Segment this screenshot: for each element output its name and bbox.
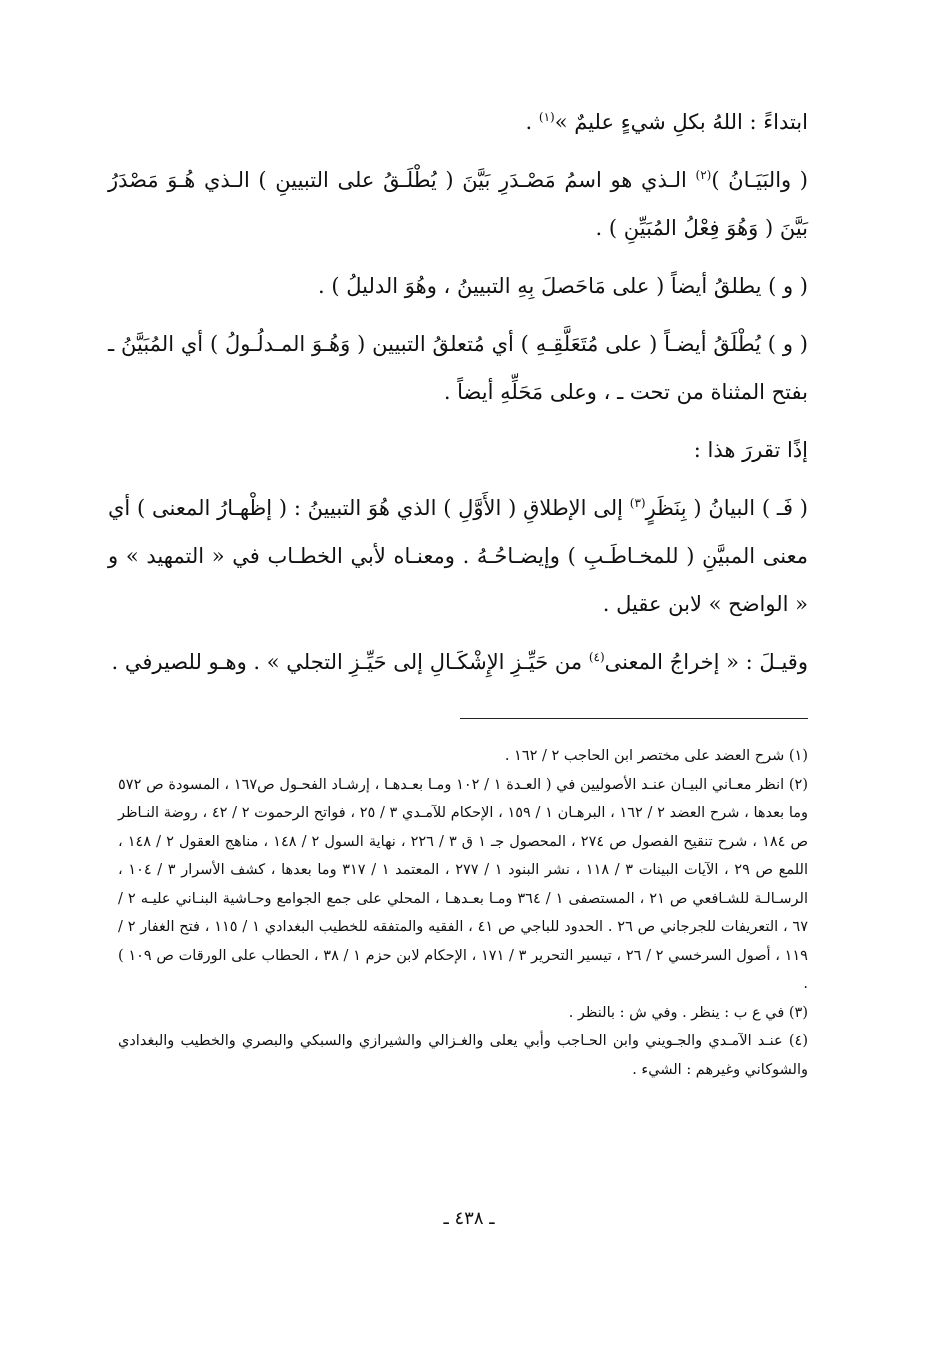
footnote-3: (٣) في ع ب : ينظر . وفي ش : بالنظر . — [568, 1004, 808, 1021]
footnote-divider — [460, 718, 808, 719]
footnote-1: (١) شرح العضد على مختصر ابن الحاجب ٢ / ١٦٢ . — [504, 748, 808, 764]
footnote-ref-1: (١) — [538, 110, 555, 124]
paragraph-2: ( والبَيَـانُ )$^{(٢)}$ الـذي هو اسمُ مَصْـدَرِ بَيَّنَ ( يُطْلَـقُ على التبيينِ ) الـذي هُـوَ مَصْدَرُ بَيَّنَ ( وَهُوَ فِعْلُ المُبَيِّنِ ) . — [108, 168, 808, 240]
paragraph-4: ( و ) يُطْلَقُ أيضـاً ( على مُتَعَلَّقِـهِ ) أي مُتعلقُ التبيين ( وَهُـوَ المـدلُـولُ ) أي المُبَيَّنُ ـ بفتح المثناة من تحت ـ ، وعلى مَحَلِّهِ أيضاً . — [108, 332, 808, 404]
footnotes — [118, 742, 808, 1084]
paragraph-3: ( و ) يطلقُ أيضاً ( على مَاحَصلَ بِهِ التبيينُ ، وهُوَ الدليلُ ) . — [317, 274, 808, 298]
page-number: ـ ٤٣٨ ـ — [443, 1208, 495, 1229]
footnote-ref-2: (٢) — [695, 168, 712, 182]
paragraph-5: إذًا تقررَ هذا : — [693, 438, 808, 462]
footnote-2: (٢) انظر معـاني البيـان عنـد الأصوليين في ( العـدة ١ / ١٠٢ ومـا بعـدهـا ، إرشـاد الفحـول ص١٦٧ ، المسودة ص ٥٧٢ وما بعدها ، شرح العضد ٢ / ١٦٢ ، البرهـان ١ / ١٥٩ ، الإحكام للآمـدي ٣ / ٢٥ ، فواتح الرحموت ٢ / ٤٢ ، روضة النـاظر ص ١٨٤ ، شرح تنقيح الفصول ص ٢٧٤ ، المحصول جـ ١ ق ٣ / ٢٢٦ ، نهاية السول ٢ / ١٤٨ ، مناهج العقول ٢ / ١٤٨ ، اللمع ص ٢٩ ، الآيات البينات ٣ / ١١٨ ، نشر البنود ١ / ٢٧٧ ، المعتمد ١ / ٣١٧ وما بعدها ، كشف الأسرار ٣ / ١٠٤ ، الرسـالـة للشـافعي ص ٢١ ، المستصفى ١ / ٣٦٤ ومـا بعـدهـا ، المحلي على جمع الجوامع وحـاشية البنـاني عليـه ٢ / ٦٧ ، التعريفات للجرجاني ص ٢٦ . الحدود للباجي ص ٤١ ، الفقيه والمتفقه للخطيب البغدادي ١ / ١١٥ ، فتح الغفار ٢ / ١١٩ ، أصول السرخسي ٢ / ٢٦ ، تيسير التحرير ٣ / ١٧١ ، الإحكام لابن حزم ١ / ٣٨ ، الحطاب على الورقات ص ١٠٩ ) . — [118, 776, 809, 992]
main-text — [108, 98, 808, 686]
footnote-ref-3: (٣) — [629, 496, 646, 510]
paragraph-1: ابتداءً : اللهُ بكلِ شيءٍ عليمٌ »$^{(١)}$ . — [525, 110, 808, 134]
footnote-4: (٤) عنـد الآمـدي والجـويني وابن الحـاجب وأبي يعلى والغـزالي والشيرازي والسبكي والبصري والخطيب والبغدادي والشوكاني وغيرهم : الشيء . — [118, 1033, 808, 1078]
paragraph-7: وقيـلَ : « إخراجُ المعنى$^{(٤)}$ من حَيِّـزِ الإِشْكَـالِ إلى حَيِّـزِ التجلي » . وهـو للصيرفي . — [111, 650, 808, 674]
paragraph-6: ( فَـ ) البيانُ ( بِنَظَرٍ$^{(٣)}$ إلى الإطلاقِ ( الأَوَّلِ ) الذي هُوَ التبيينُ : ( إظْهـارُ المعنى ) أي معنى المبيَّنِ ( للمخـاطَـبِ ) وإيضـاحُـهُ . ومعنـاه لأبي الخطـاب في « التمهيد » و « الواضح » لابن عقيل . — [108, 496, 808, 616]
footnote-ref-4: (٤) — [588, 650, 605, 664]
